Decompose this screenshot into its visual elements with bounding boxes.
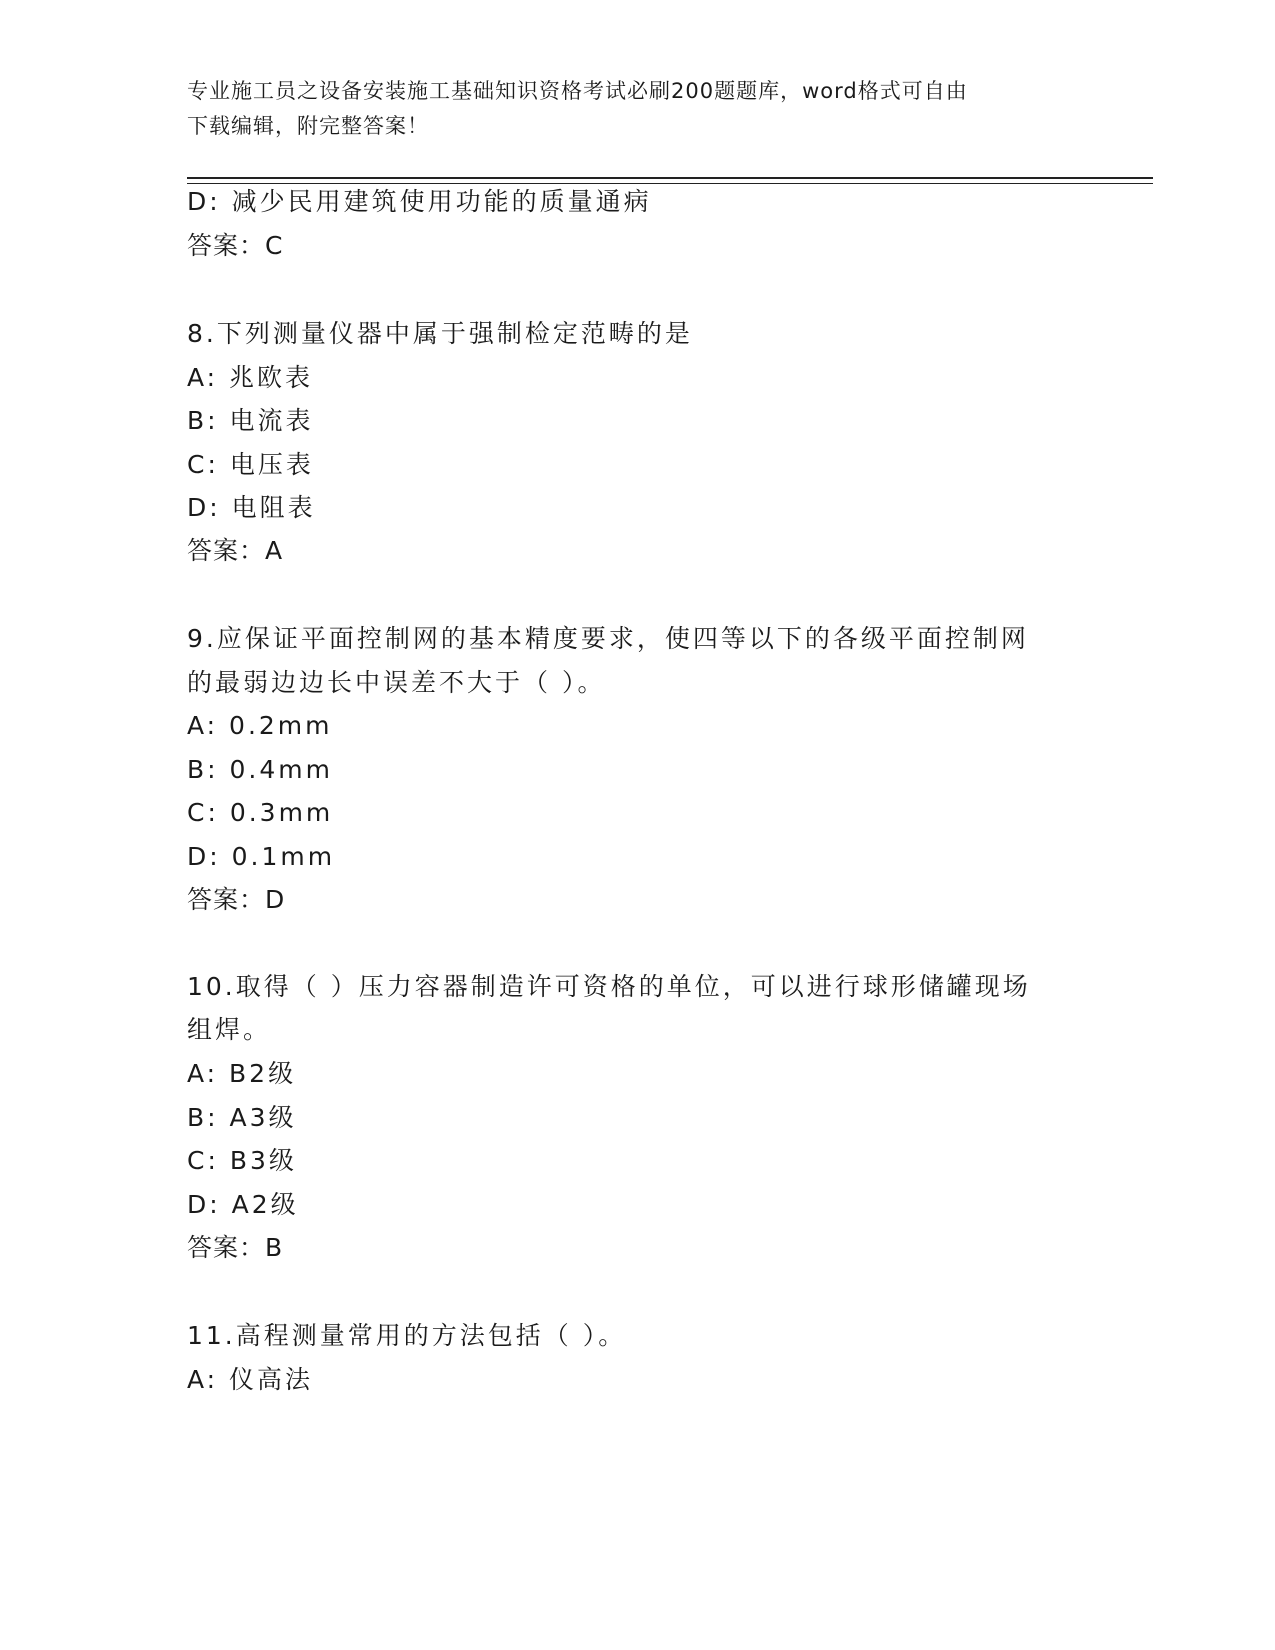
question-9-option-d: D: 0.1mm <box>187 842 336 871</box>
question-8-option-d: D: 电阻表 <box>187 493 316 522</box>
question-10-option-d: D: A2级 <box>187 1190 299 1219</box>
question-8: 8.下列测量仪器中属于强制检定范畴的是 <box>187 319 693 348</box>
option-d-prev: D: 减少民用建筑使用功能的质量通病 <box>187 187 652 216</box>
question-11-option-a: A: 仪高法 <box>187 1365 314 1394</box>
header-line-2: 下载编辑，附完整答案！ <box>187 114 429 138</box>
header-divider-thin <box>187 183 1153 184</box>
question-10-line-1: 10.取得（ ）压力容器制造许可资格的单位，可以进行球形储罐现场 <box>187 972 1031 1001</box>
question-9-line-2: 的最弱边边长中误差不大于（ ）。 <box>187 668 606 697</box>
answer-prev: 答案：C <box>187 231 284 260</box>
question-8-option-b: B: 电流表 <box>187 406 314 435</box>
question-8-answer: 答案：A <box>187 536 284 565</box>
question-8-option-c: C: 电压表 <box>187 450 314 479</box>
question-9-line-1: 9.应保证平面控制网的基本精度要求，使四等以下的各级平面控制网 <box>187 624 1029 653</box>
question-9-option-c: C: 0.3mm <box>187 798 334 827</box>
question-11: 11.高程测量常用的方法包括（ ）。 <box>187 1321 627 1350</box>
question-9-answer: 答案：D <box>187 885 286 914</box>
header-divider-thick <box>187 177 1153 179</box>
question-10-option-c: C: B3级 <box>187 1146 297 1175</box>
question-10-line-2: 组焊。 <box>187 1015 272 1044</box>
document-header <box>187 74 1067 144</box>
question-9-option-a: A: 0.2mm <box>187 711 333 740</box>
question-10-option-a: A: B2级 <box>187 1059 297 1088</box>
question-10-answer: 答案：B <box>187 1233 284 1262</box>
question-10-option-b: B: A3级 <box>187 1103 297 1132</box>
question-8-option-a: A: 兆欧表 <box>187 363 314 392</box>
header-line-1: 专业施工员之设备安装施工基础知识资格考试必刷200题题库，word格式可自由 <box>187 79 968 103</box>
question-9-option-b: B: 0.4mm <box>187 755 333 784</box>
